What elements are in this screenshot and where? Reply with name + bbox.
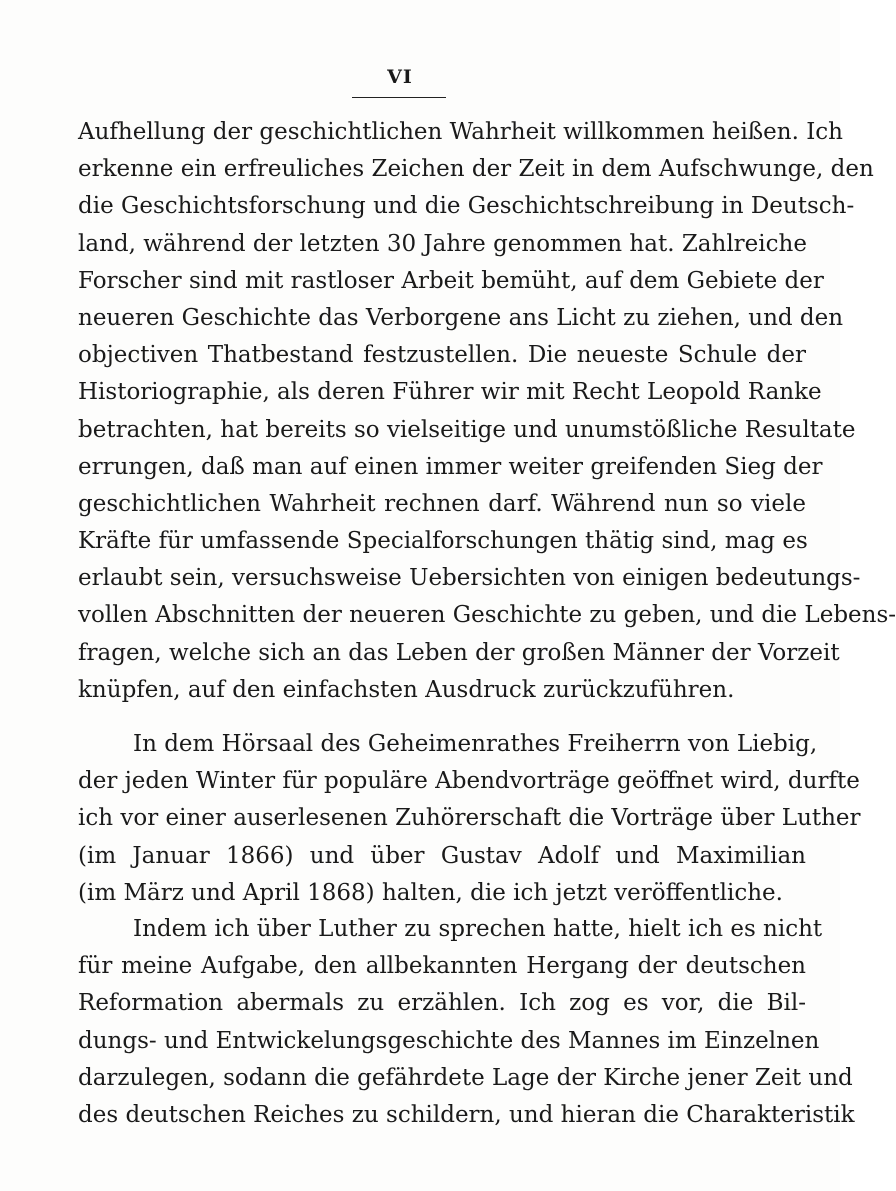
text-line: erlaubt sein, versuchsweise Uebersichten von einigen bedeutungs- [78,565,861,592]
text-line: die Geschichtsforschung und die Geschichtschreibung in Deutsch- [78,193,855,220]
text-line: fragen, welche sich an das Leben der großen Männer der Vorzeit [78,639,840,666]
text-line: errungen, daß man auf einen immer weiter greifenden Sieg der [78,453,823,480]
text-line: Indem ich über Luther zu sprechen hatte, hielt ich es nicht [133,916,823,942]
text-line: erkenne ein erfreuliches Zeichen der Zeit in dem Aufschwunge, den [78,156,874,183]
text-line: ich vor einer auserlesenen Zuhörerschaft die Vorträge über Luther [78,805,861,832]
text-line: Reformation abermals zu erzählen. Ich zog es vor, die Bil- [78,990,806,1017]
text-line: vollen Abschnitten der neueren Geschichte zu geben, und die Lebens- [78,602,896,629]
paragraph-1 [78,114,896,709]
paragraph-2 [78,726,861,912]
text-line: darzulegen, sodann die gefährdete Lage der Kirche jener Zeit und [78,1064,853,1091]
paragraph-3 [78,911,855,1134]
text-line: Aufhellung der geschichtlichen Wahrheit willkommen heißen. Ich [78,119,843,145]
text-line: für meine Aufgabe, den allbekannten Hergang der deutschen [78,953,806,980]
page-number: VI [387,66,413,88]
text-line: Historiographie, als deren Führer wir mit Recht Leopold Ranke [78,379,822,406]
text-line: knüpfen, auf den einfachsten Ausdruck zurückzuführen. [78,676,735,703]
text-line: der jeden Winter für populäre Abendvorträge geöffnet wird, durfte [78,768,860,795]
text-line: geschichtlichen Wahrheit rechnen darf. Während nun so viele [78,490,806,517]
text-line: dungs- und Entwickelungsgeschichte des Mannes im Einzelnen [78,1027,820,1054]
text-line: Kräfte für umfassende Specialforschungen thätig sind, mag es [78,528,808,555]
text-line: Forscher sind mit rastloser Arbeit bemüht, auf dem Gebiete der [78,267,824,294]
header-rule [352,97,446,98]
text-line: land, während der letzten 30 Jahre genommen hat. Zahlreiche [78,230,807,257]
text-line: des deutschen Reiches zu schildern, und hieran die Charakteristik [78,1101,855,1128]
text-line: (im Januar 1866) und über Gustav Adolf und Maximilian [78,842,806,869]
text-line: neueren Geschichte das Verborgene ans Licht zu ziehen, und den [78,304,844,331]
text-line: betrachten, hat bereits so vielseitige und unumstößliche Resultate [78,416,856,443]
text-line: In dem Hörsaal des Geheimenrathes Freiherrn von Liebig, [133,731,818,757]
text-line: (im März und April 1868) halten, die ich jetzt veröffentliche. [78,879,783,906]
text-line: objectiven Thatbestand festzustellen. Die neueste Schule der [78,342,806,369]
